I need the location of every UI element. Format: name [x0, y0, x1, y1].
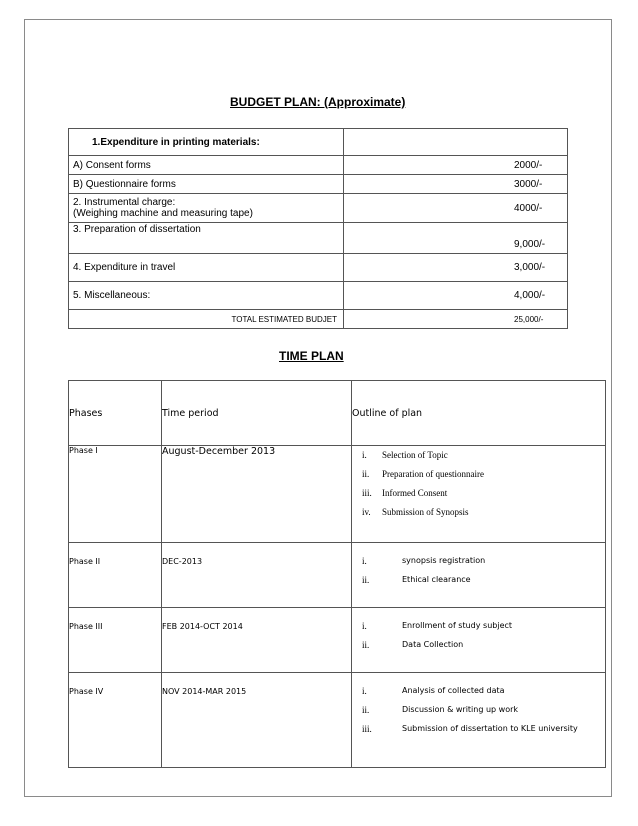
list-item: [362, 507, 605, 526]
item-text: Informed Consent: [382, 488, 448, 498]
outline-list: [352, 543, 605, 594]
budget-plan-title: BUDGET PLAN: (Approximate): [230, 95, 406, 109]
list-item: [362, 575, 605, 594]
budget-row-label: 4. Expenditure in travel: [69, 254, 344, 282]
item-text: Selection of Topic: [382, 450, 448, 460]
phase-row: [69, 673, 606, 768]
budget-header-label: 1.Expenditure in printing materials:: [69, 129, 344, 156]
time-plan-table: [68, 380, 606, 768]
item-text: synopsis registration: [402, 556, 486, 565]
budget-row: [69, 223, 568, 254]
list-item: [362, 621, 605, 640]
time-plan-header-row: [69, 381, 606, 446]
phase-row: [69, 608, 606, 673]
phase-label: Phase I: [69, 446, 162, 543]
item-number: ii.: [362, 640, 370, 650]
budget-row-label: [69, 194, 344, 223]
phase-outline: [352, 673, 606, 768]
budget-row-label: A) Consent forms: [69, 156, 344, 175]
budget-row-amount: 4000/-: [344, 194, 568, 223]
budget-row-amount: 2000/-: [344, 156, 568, 175]
budget-row-amount: 9,000/-: [344, 223, 568, 254]
budget-row-label-line1: 2. Instrumental charge:: [73, 197, 176, 208]
time-plan-title: TIME PLAN: [279, 349, 344, 363]
list-item: [362, 450, 605, 469]
budget-total-value: 25,000/-: [344, 310, 568, 329]
phase-label: Phase III: [69, 608, 162, 673]
phase-label: Phase II: [69, 543, 162, 608]
header-time-period: Time period: [162, 381, 352, 446]
budget-row-label: 3. Preparation of dissertation: [69, 223, 344, 254]
outline-list: [352, 673, 605, 743]
item-text: Enrollment of study subject: [402, 621, 513, 630]
item-number: i.: [362, 556, 367, 566]
item-text: Submission of Synopsis: [382, 507, 469, 517]
item-number: i.: [362, 621, 367, 631]
item-number: ii.: [362, 705, 370, 715]
phase-period: FEB 2014-OCT 2014: [162, 608, 352, 673]
budget-row-label-line2: (Weighing machine and measuring tape): [73, 208, 253, 219]
list-item: [362, 705, 605, 724]
header-phases: Phases: [69, 381, 162, 446]
budget-total-row: [69, 310, 568, 329]
list-item: [362, 488, 605, 507]
phase-period: August-December 2013: [162, 446, 352, 543]
item-text: Discussion & writing up work: [402, 705, 519, 714]
phase-row: [69, 446, 606, 543]
phase-outline: [352, 543, 606, 608]
item-number: iii.: [362, 488, 372, 498]
item-text: Submission of dissertation to KLE university: [402, 724, 578, 733]
item-text: Data Collection: [402, 640, 464, 649]
budget-row: [69, 254, 568, 282]
budget-row-amount: 3,000/-: [344, 254, 568, 282]
outline-list: [352, 608, 605, 659]
phase-label: Phase IV: [69, 673, 162, 768]
budget-row: [69, 282, 568, 310]
list-item: [362, 556, 605, 575]
budget-row-amount: 4,000/-: [344, 282, 568, 310]
list-item: [362, 724, 605, 743]
phase-period: DEC-2013: [162, 543, 352, 608]
budget-row-amount: 3000/-: [344, 175, 568, 194]
budget-row: [69, 156, 568, 175]
phase-period: NOV 2014-MAR 2015: [162, 673, 352, 768]
list-item: [362, 640, 605, 659]
budget-total-label: TOTAL ESTIMATED BUDJET: [69, 310, 344, 329]
item-number: i.: [362, 450, 367, 460]
phase-outline: [352, 446, 606, 543]
item-number: iii.: [362, 724, 372, 734]
header-outline: Outline of plan: [352, 381, 606, 446]
list-item: [362, 469, 605, 488]
budget-header-row: [69, 129, 568, 156]
budget-row-label: B) Questionnaire forms: [69, 175, 344, 194]
phase-outline: [352, 608, 606, 673]
phase-row: [69, 543, 606, 608]
budget-row: [69, 194, 568, 223]
budget-header-blank: [344, 129, 568, 156]
item-text: Preparation of questionnaire: [382, 469, 484, 479]
item-text: Analysis of collected data: [402, 686, 505, 695]
outline-list: [352, 446, 605, 526]
item-text: Ethical clearance: [402, 575, 471, 584]
item-number: ii.: [362, 469, 370, 479]
item-number: ii.: [362, 575, 370, 585]
item-number: i.: [362, 686, 367, 696]
budget-table: [68, 128, 568, 329]
budget-row-label: 5. Miscellaneous:: [69, 282, 344, 310]
item-number: iv.: [362, 507, 371, 517]
budget-row: [69, 175, 568, 194]
list-item: [362, 686, 605, 705]
